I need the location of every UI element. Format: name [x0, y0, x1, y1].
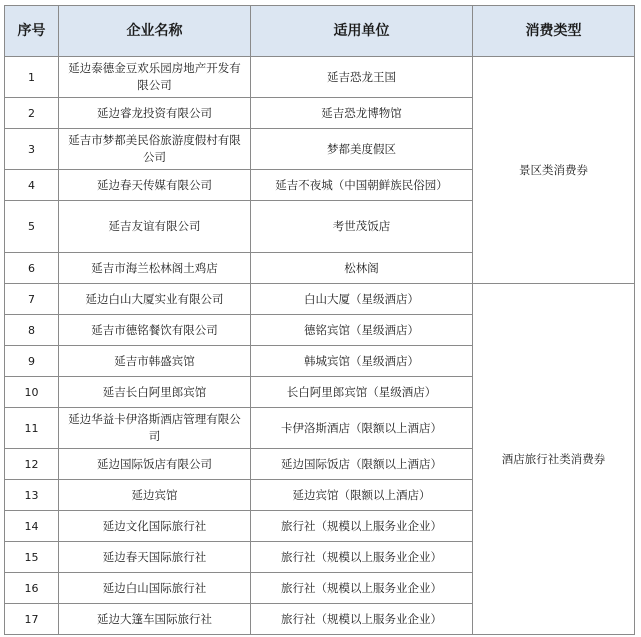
applicable-unit: 梦都美度假区 [251, 129, 473, 170]
table-header-row [5, 6, 635, 57]
applicable-unit: 延边国际饭店（限额以上酒店） [251, 449, 473, 480]
applicable-unit: 长白阿里郎宾馆（星级酒店） [251, 377, 473, 408]
applicable-unit: 旅行社（规模以上服务业企业） [251, 573, 473, 604]
applicable-unit: 韩城宾馆（星级酒店） [251, 346, 473, 377]
row-number: 17 [5, 604, 59, 635]
applicable-unit: 旅行社（规模以上服务业企业） [251, 604, 473, 635]
applicable-unit: 卡伊洛斯酒店（限额以上酒店） [251, 408, 473, 449]
applicable-unit: 德铭宾馆（星级酒店） [251, 315, 473, 346]
row-number: 2 [5, 98, 59, 129]
row-number: 9 [5, 346, 59, 377]
row-number: 15 [5, 542, 59, 573]
company-name: 延边白山大厦实业有限公司 [59, 284, 251, 315]
company-name: 延边泰德金豆欢乐园房地产开发有限公司 [59, 57, 251, 98]
company-name: 延边春天传媒有限公司 [59, 170, 251, 201]
header-unit: 适用单位 [251, 6, 473, 57]
company-name: 延吉市德铭餐饮有限公司 [59, 315, 251, 346]
applicable-unit: 旅行社（规模以上服务业企业） [251, 511, 473, 542]
company-name: 延边大篷车国际旅行社 [59, 604, 251, 635]
row-number: 16 [5, 573, 59, 604]
row-number: 3 [5, 129, 59, 170]
company-name: 延边文化国际旅行社 [59, 511, 251, 542]
company-name: 延边华益卡伊洛斯酒店管理有限公司 [59, 408, 251, 449]
header-company: 企业名称 [59, 6, 251, 57]
row-number: 11 [5, 408, 59, 449]
company-name: 延吉市海兰松林阁土鸡店 [59, 253, 251, 284]
row-number: 10 [5, 377, 59, 408]
row-number: 5 [5, 201, 59, 253]
consumption-type: 景区类消费券 [473, 57, 635, 284]
voucher-table [4, 5, 635, 635]
header-type: 消费类型 [473, 6, 635, 57]
row-number: 7 [5, 284, 59, 315]
row-number: 13 [5, 480, 59, 511]
row-number: 14 [5, 511, 59, 542]
row-number: 12 [5, 449, 59, 480]
company-name: 延边白山国际旅行社 [59, 573, 251, 604]
applicable-unit: 延边宾馆（限额以上酒店） [251, 480, 473, 511]
company-name: 延吉友谊有限公司 [59, 201, 251, 253]
applicable-unit: 延吉恐龙博物馆 [251, 98, 473, 129]
company-name: 延吉长白阿里郎宾馆 [59, 377, 251, 408]
table-row [5, 284, 635, 315]
row-number: 4 [5, 170, 59, 201]
row-number: 1 [5, 57, 59, 98]
table-row [5, 57, 635, 98]
applicable-unit: 延吉恐龙王国 [251, 57, 473, 98]
applicable-unit: 松林阁 [251, 253, 473, 284]
applicable-unit: 考世茂饭店 [251, 201, 473, 253]
applicable-unit: 旅行社（规模以上服务业企业） [251, 542, 473, 573]
company-name: 延吉市梦都美民俗旅游度假村有限公司 [59, 129, 251, 170]
company-name: 延边国际饭店有限公司 [59, 449, 251, 480]
row-number: 6 [5, 253, 59, 284]
header-no: 序号 [5, 6, 59, 57]
company-name: 延吉市韩盛宾馆 [59, 346, 251, 377]
company-name: 延边宾馆 [59, 480, 251, 511]
row-number: 8 [5, 315, 59, 346]
consumption-type: 酒店旅行社类消费券 [473, 284, 635, 635]
company-name: 延边春天国际旅行社 [59, 542, 251, 573]
company-name: 延边睿龙投资有限公司 [59, 98, 251, 129]
voucher-table-sheet [4, 5, 635, 635]
applicable-unit: 延吉不夜城（中国朝鲜族民俗园） [251, 170, 473, 201]
applicable-unit: 白山大厦（星级酒店） [251, 284, 473, 315]
